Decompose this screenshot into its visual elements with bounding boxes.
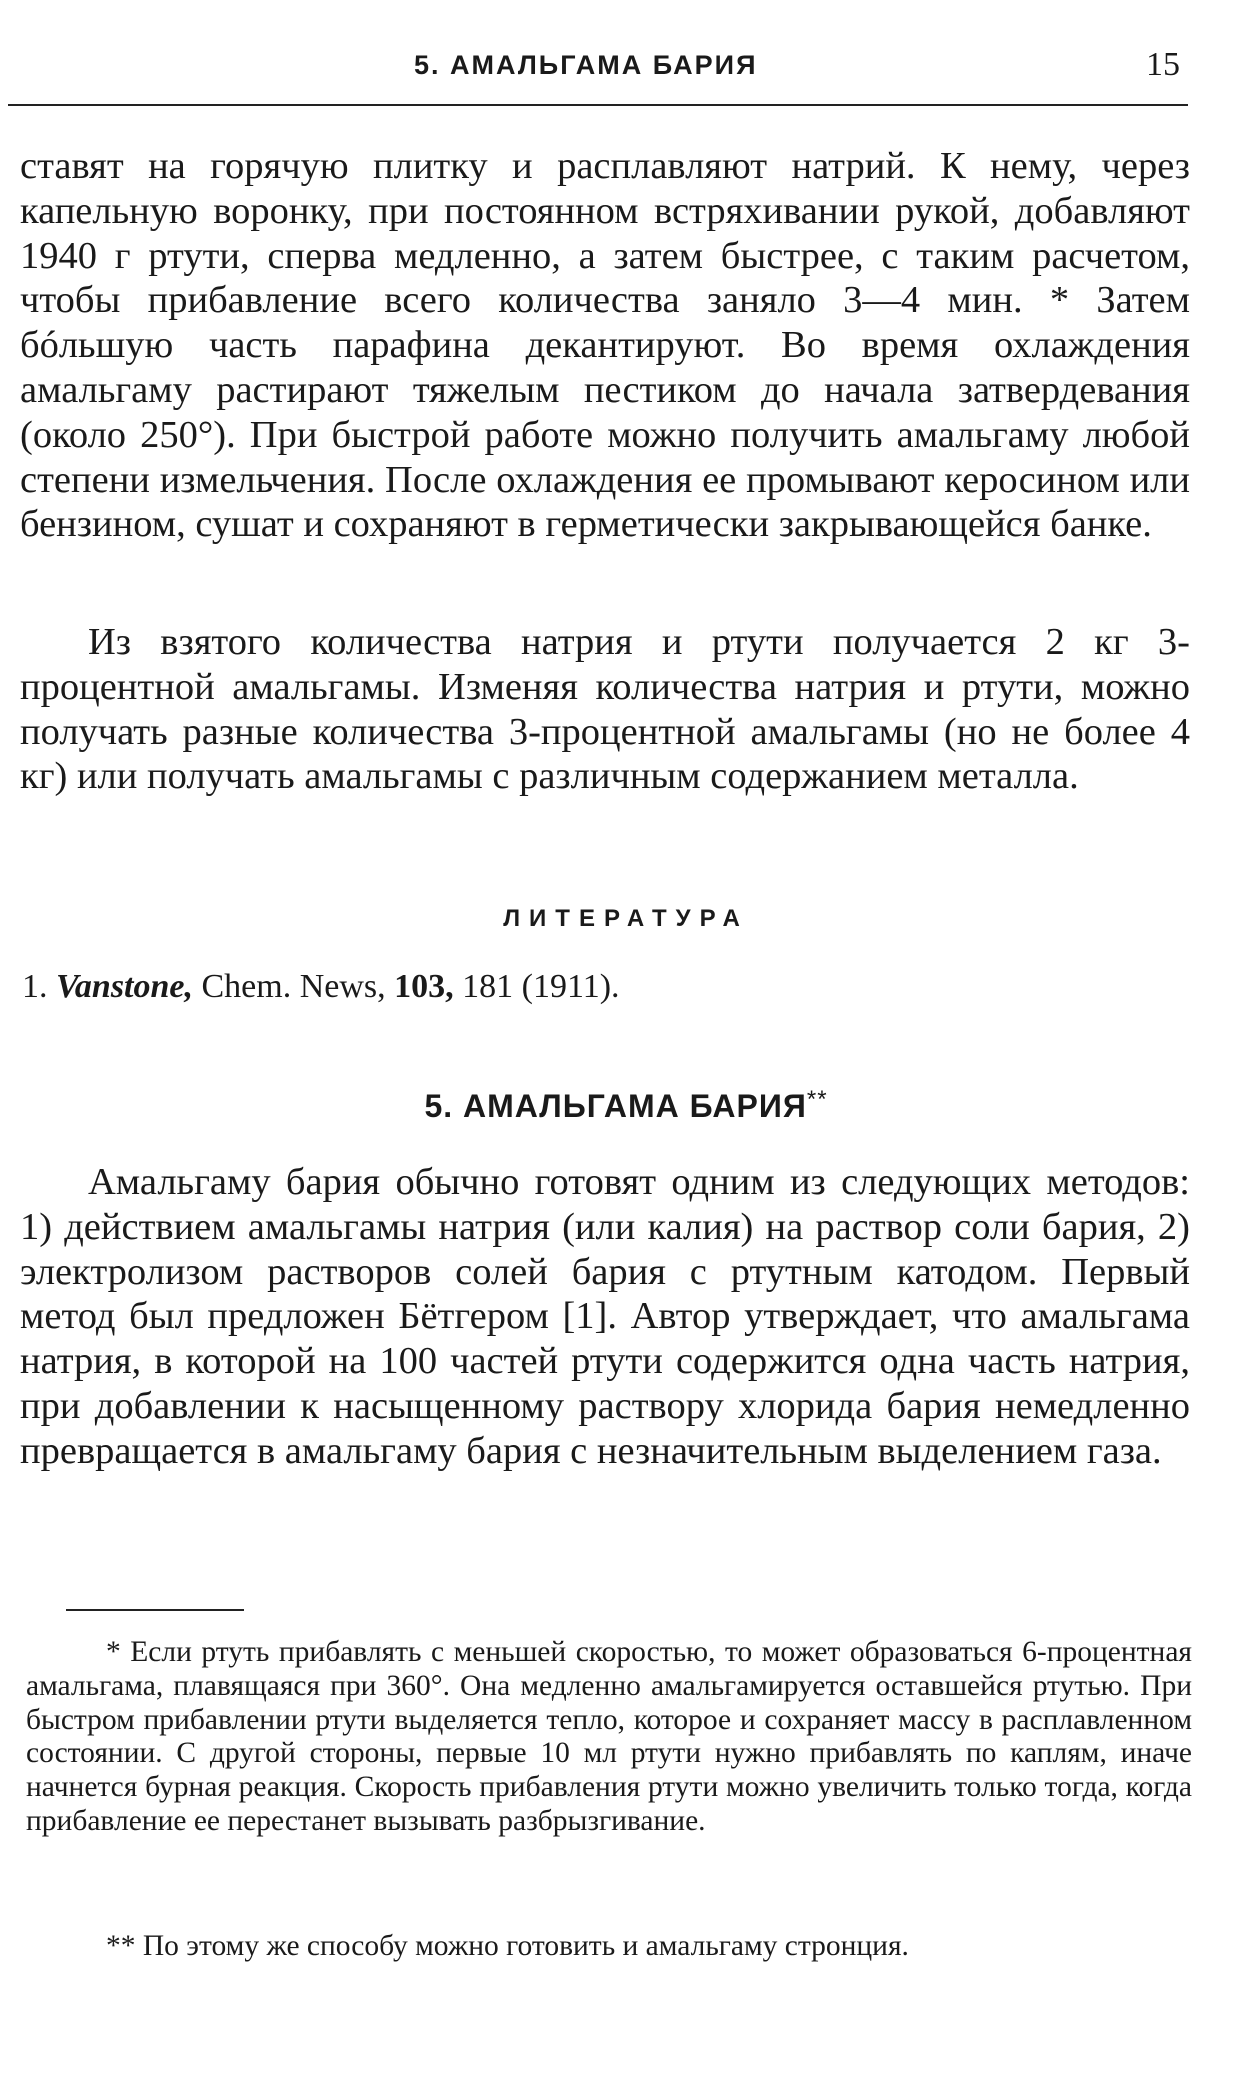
footnote-1: * Если ртуть прибавлять с меньшей скоростью, то может образоваться 6-процентная амальгама, плавящаяся при 360°. Она медленно амальгамируется оставшейся ртутью. При быстром прибавлении ртути выделяется тепло, которое и сохраняет массу в расплавленном состоянии. С другой стороны, первые 10 мл ртути нужно прибавлять по каплям, иначе начнется бурная реакция. Скорость прибавления ртути можно увеличить только тогда, когда прибавление ее перестанет вызывать разбрызгивание. [26, 1636, 1192, 1837]
running-header [22, 44, 1190, 88]
reference-pages-year: 181 (1911). [462, 968, 620, 1005]
paragraph-continued: ставят на горячую плитку и расплавляют натрий. К нему, через капельную воронку, при постоянном встряхивании рукой, добавляют 1940 г ртути, сперва медленно, а затем быстрее, с таким расчетом, чтобы прибавление всего количества заняло 3—4 мин. * Затем бóльшую часть парафина декантируют. Во время охлаждения амальгаму растирают тяжелым пестиком до начала затвердевания (около 250°). При быстрой работе можно получить амальгаму любой степени измельчения. После охлаждения ее промывают керосином или бензином, сушат и сохраняют в герметически закрывающейся банке. [20, 145, 1190, 546]
paragraph-barium: Амальгаму бария обычно готовят одним из следующих методов: 1) действием амальгамы натрия (или калия) на раствор соли бария, 2) электролизом растворов солей бария с ртутным катодом. Первый метод был предложен Бётгером [1]. Автор утверждает, что амальгама натрия, в которой на 100 частей ртути содержится одна часть натрия, при добавлении к насыщенному раствору хлорида бария немедленно превращается в амальгаму бария с незначительным выделением газа. [20, 1161, 1190, 1472]
section-title-text: 5. АМАЛЬГАМА БАРИЯ [424, 1088, 807, 1124]
reference-volume: 103, [394, 968, 454, 1005]
footnote-2: ** По этому же способу можно готовить и амальгаму стронция. [106, 1930, 909, 1962]
header-rule [8, 104, 1188, 106]
footnote-rule [66, 1609, 244, 1611]
reference-number: 1. [22, 968, 48, 1005]
footnote-mark: ** [806, 1086, 828, 1113]
reference-journal: Chem. News, [201, 968, 386, 1005]
reference-item [22, 968, 620, 1006]
section-title [0, 1086, 1252, 1125]
paragraph-yield: Из взятого количества натрия и ртути получается 2 кг 3-процентной амальгамы. Изменяя количества натрия и ртути, можно получать разные количества 3-процентной амальгамы (но не более 4 кг) или получать амальгамы с различным содержанием металла. [20, 621, 1190, 798]
literature-heading: ЛИТЕРАТУРА [503, 905, 749, 932]
reference-author: Vanstone, [56, 968, 193, 1005]
page-number: 15 [1146, 46, 1180, 83]
running-title: 5. АМАЛЬГАМА БАРИЯ [414, 50, 758, 80]
